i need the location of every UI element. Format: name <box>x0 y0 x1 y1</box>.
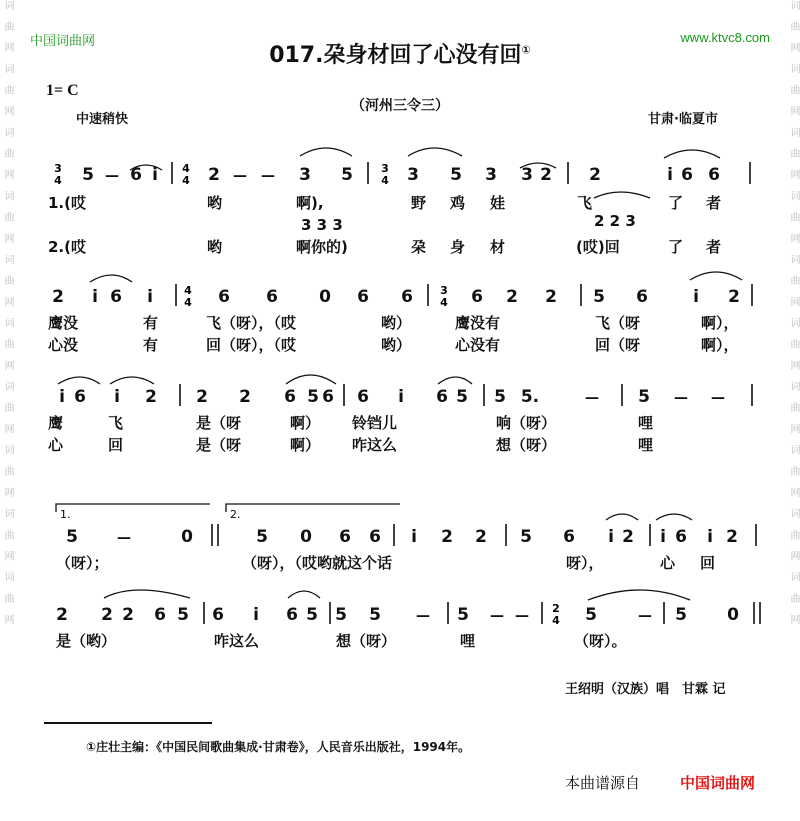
note: 6 <box>681 165 693 185</box>
note: 5 <box>335 605 347 625</box>
note: 6 <box>708 165 720 185</box>
note: i <box>693 287 699 307</box>
note: 5 <box>256 527 268 547</box>
slur <box>606 514 638 520</box>
lyric: 者 <box>706 238 722 256</box>
lyric: 心没 <box>48 336 79 354</box>
dash-note: — <box>515 608 529 624</box>
note: 2 <box>52 287 64 307</box>
note: i <box>667 165 673 185</box>
note: 5 <box>457 605 469 625</box>
note: 2 <box>506 287 518 307</box>
note: 5 <box>307 387 319 407</box>
note: i <box>707 527 713 547</box>
note: 3 <box>521 165 533 185</box>
song-subtitle: （河州三令三） <box>351 98 449 114</box>
note: 5 <box>369 605 381 625</box>
note: 2 <box>239 387 251 407</box>
song-region: 甘肃·临夏市 <box>648 112 718 127</box>
note: 6 <box>471 287 483 307</box>
lyric: 2.(哎 <box>48 238 86 256</box>
slur <box>664 150 720 158</box>
lyric: 回（呀），（哎 <box>206 336 297 354</box>
slur <box>408 148 462 156</box>
lyric: 啊）， <box>701 336 739 354</box>
tempo-marking: 中速稍快 <box>76 112 129 127</box>
note: 3 <box>407 165 419 185</box>
note: 0 <box>181 527 193 547</box>
right-watermark-strip: 词 曲 网 词 曲 网 词 曲 网 词 曲 网 词 曲 网 词 曲 网 词 曲 网 词 曲 网 词 曲 网 词 曲 网 <box>788 0 799 629</box>
note: 0 <box>319 287 331 307</box>
lyric: 飞 <box>577 194 593 212</box>
time-signature-top: 3 <box>440 284 448 297</box>
slur <box>438 377 472 384</box>
note: 2 <box>726 527 738 547</box>
lyric: 有 <box>143 314 159 332</box>
dash-note: — <box>261 168 275 184</box>
slur <box>58 377 100 384</box>
volta-first-bracket <box>56 504 210 512</box>
note: 6 <box>266 287 278 307</box>
note: 6 <box>357 387 369 407</box>
time-signature-bottom: 4 <box>381 174 389 187</box>
note: 6 <box>212 605 224 625</box>
site-url-top-right[interactable]: www.ktvc8.com <box>680 30 770 45</box>
lyric: 鹰 <box>48 414 64 432</box>
lyric: 是（哟） <box>56 632 117 650</box>
footnote: ①庄壮主编：《中国民间歌曲集成·甘肃卷》，人民音乐出版社，1994年。 <box>86 740 471 754</box>
note: 5 <box>593 287 605 307</box>
time-signature-bottom: 4 <box>184 296 192 309</box>
slur <box>104 590 190 598</box>
slur <box>90 275 132 282</box>
note: 5 <box>450 165 462 185</box>
dash-note: — <box>105 168 119 184</box>
lyric: 娃 <box>490 194 506 212</box>
note: 5 <box>456 387 468 407</box>
lyric: 哟 <box>207 194 223 212</box>
note: 5 <box>520 527 532 547</box>
lyric: 野 <box>411 194 427 212</box>
slur <box>656 514 692 520</box>
source-brand-link[interactable]: 中国词曲网 <box>680 774 756 792</box>
note: 6 <box>369 527 381 547</box>
dash-note: — <box>585 390 599 406</box>
note: 6 <box>339 527 351 547</box>
lyric: 哩 <box>638 414 654 432</box>
note: 6 <box>563 527 575 547</box>
title-footnote-marker: ① <box>521 43 531 57</box>
note: 3 <box>485 165 497 185</box>
note: 6 <box>436 387 448 407</box>
note: 2 <box>622 527 634 547</box>
slur <box>300 148 352 156</box>
note: i <box>660 527 666 547</box>
slur <box>690 272 742 280</box>
lyric: 心 <box>48 436 64 454</box>
note: 5 <box>177 605 189 625</box>
lyric: 了 <box>668 238 684 256</box>
time-signature-bottom: 4 <box>182 174 190 187</box>
slur <box>110 377 154 384</box>
slur <box>288 591 320 598</box>
note: 3 <box>299 165 311 185</box>
time-signature-bottom: 4 <box>54 174 62 187</box>
note: 5 <box>675 605 687 625</box>
note: i <box>114 387 120 407</box>
dash-note: — <box>638 608 652 624</box>
lyric: 铃铛儿 <box>352 414 398 432</box>
note: i <box>59 387 65 407</box>
lyric: 是（呀 <box>196 436 242 454</box>
performer-credit: 王绍明（汉族）唱 甘霖 记 <box>565 682 726 697</box>
volta-second-bracket <box>226 504 400 512</box>
dash-note: — <box>416 608 430 624</box>
note: 0 <box>300 527 312 547</box>
slur <box>588 590 690 600</box>
lyric: 啊）， <box>701 314 739 332</box>
lyric: 鹰没有 <box>455 314 501 332</box>
lyric: （呀）。 <box>574 632 627 650</box>
slur <box>286 375 336 384</box>
lyric: 啊） <box>290 436 321 454</box>
time-signature-top: 3 <box>54 162 62 175</box>
lyric: 朶 <box>411 238 427 256</box>
dash-note: — <box>674 390 688 406</box>
lyric: 哩 <box>460 632 476 650</box>
lyric: 啊), <box>296 194 324 212</box>
note: 2 <box>145 387 157 407</box>
time-signature-top: 3 <box>381 162 389 175</box>
lyric: 2 2 3 <box>594 212 636 230</box>
note: 6 <box>284 387 296 407</box>
note: 2 <box>540 165 552 185</box>
slur <box>594 192 650 198</box>
lyric: 鸡 <box>450 194 466 212</box>
lyric: 呀）， <box>566 554 604 572</box>
time-signature-top: 4 <box>182 162 190 175</box>
note: 5 <box>66 527 78 547</box>
lyric: 鹰没 <box>48 314 79 332</box>
note: i <box>253 605 259 625</box>
lyric: 回（呀 <box>595 336 641 354</box>
lyric: 3 3 3 <box>301 216 343 234</box>
lyric: 身 <box>450 238 466 256</box>
note: i <box>152 165 158 185</box>
lyric: 回 <box>700 554 716 572</box>
note: 6 <box>322 387 334 407</box>
note: 6 <box>218 287 230 307</box>
note: 6 <box>636 287 648 307</box>
note: 5 <box>494 387 506 407</box>
lyric: 飞（呀 <box>595 314 641 332</box>
note: 6 <box>286 605 298 625</box>
dash-note: — <box>117 530 131 546</box>
lyric: 啊你的) <box>296 238 348 256</box>
footnote-rule <box>44 722 212 724</box>
note: 2 <box>208 165 220 185</box>
dash-note: — <box>711 390 725 406</box>
note: 2 <box>196 387 208 407</box>
lyric: 哩 <box>638 436 654 454</box>
note: 6 <box>154 605 166 625</box>
lyric: 响（呀） <box>496 414 557 432</box>
note: 6 <box>357 287 369 307</box>
note: 2 <box>122 605 134 625</box>
note: 0 <box>727 605 739 625</box>
lyric: （呀），（哎哟就这个话 <box>242 554 393 572</box>
note: i <box>398 387 404 407</box>
lyric: 是（呀 <box>196 414 242 432</box>
note: 5 <box>82 165 94 185</box>
time-signature-bottom: 4 <box>552 614 560 627</box>
note: 6 <box>110 287 122 307</box>
dash-note: — <box>233 168 247 184</box>
time-signature-bottom: 4 <box>440 296 448 309</box>
lyric: 者 <box>706 194 722 212</box>
source-label: 本曲谱源自 <box>565 774 641 792</box>
lyric: 材 <box>490 238 506 256</box>
note: 2 <box>441 527 453 547</box>
lyric: 咋这么 <box>352 436 398 454</box>
note: 2 <box>101 605 113 625</box>
note: 2 <box>56 605 68 625</box>
lyric: 有 <box>143 336 159 354</box>
lyric: 回 <box>108 436 124 454</box>
time-signature-top: 2 <box>552 602 560 615</box>
lyric: 飞 <box>108 414 124 432</box>
lyric: （呀）； <box>56 554 109 572</box>
lyric: 飞（呀），（哎 <box>206 314 297 332</box>
lyric: 1.(哎 <box>48 194 86 212</box>
note: 2 <box>475 527 487 547</box>
time-signature-top: 4 <box>184 284 192 297</box>
note: 5 <box>341 165 353 185</box>
lyric: 了 <box>668 194 684 212</box>
key-signature: 1= C <box>46 82 79 99</box>
song-title-text: 017.朶身材回了心没有回 <box>269 43 522 68</box>
note: i <box>147 287 153 307</box>
note: 2 <box>728 287 740 307</box>
lyric: 哟） <box>381 336 412 354</box>
lyric: 咋这么 <box>214 632 260 650</box>
lyric: 哟） <box>381 314 412 332</box>
note: i <box>608 527 614 547</box>
lyric: 想（呀） <box>336 632 397 650</box>
lyric: 啊） <box>290 414 321 432</box>
note: 6 <box>74 387 86 407</box>
note: i <box>92 287 98 307</box>
note: 5 <box>638 387 650 407</box>
lyric: 心 <box>660 554 676 572</box>
note: 6 <box>401 287 413 307</box>
note: 5 <box>585 605 597 625</box>
note: 6 <box>130 165 142 185</box>
lyric: 心没有 <box>455 336 501 354</box>
left-watermark-strip: 词 曲 网 词 曲 网 词 曲 网 词 曲 网 词 曲 网 词 曲 网 词 曲 网 词 曲 网 词 曲 网 词 曲 网 <box>2 0 13 629</box>
note: 2 <box>545 287 557 307</box>
volta-second-label: 2. <box>230 508 241 521</box>
note: i <box>411 527 417 547</box>
score-decorations <box>56 148 764 600</box>
lyric: 哟 <box>207 238 223 256</box>
note: 5 <box>306 605 318 625</box>
score-lyrics <box>48 194 739 650</box>
note: 5. <box>520 387 540 407</box>
lyric: 想（呀） <box>496 436 557 454</box>
score-notes <box>52 162 760 627</box>
dash-note: — <box>490 608 504 624</box>
note: 2 <box>589 165 601 185</box>
note: 6 <box>675 527 687 547</box>
lyric: (哎)回 <box>576 238 620 256</box>
site-name-top-left[interactable]: 中国词曲网 <box>30 34 96 49</box>
volta-first-label: 1. <box>60 508 71 521</box>
